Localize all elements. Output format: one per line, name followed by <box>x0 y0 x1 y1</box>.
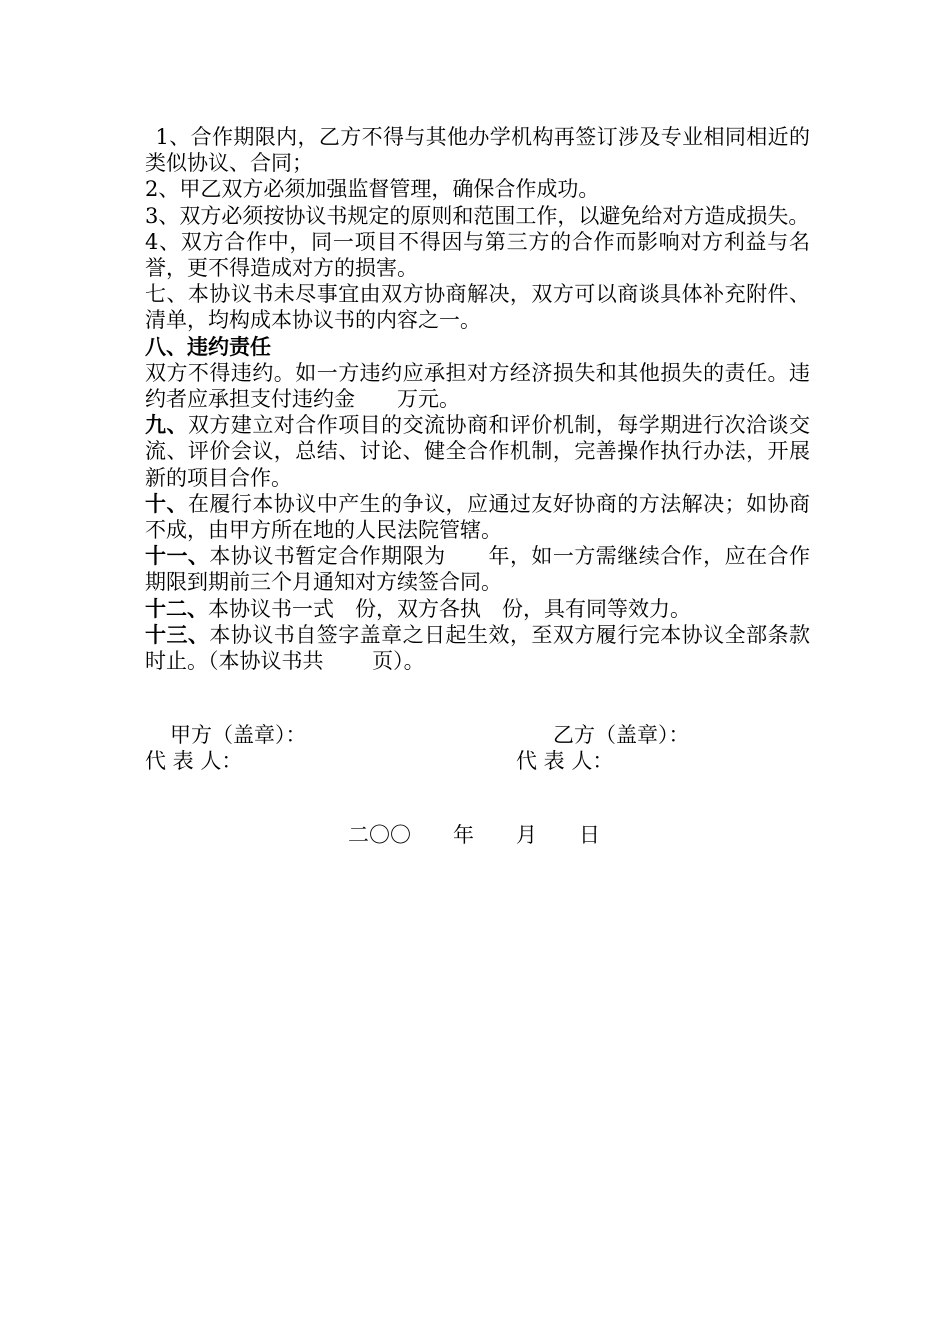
party-b-representative: 代 表 人： <box>516 749 614 773</box>
section-10-label: 十、 <box>145 490 188 516</box>
party-a-seal: 甲方（盖章）： <box>170 723 307 747</box>
date-line: 二〇〇 年 月 日 <box>348 823 600 847</box>
section-12-label: 十二、 <box>145 595 208 621</box>
party-b-seal: 乙方（盖章）： <box>553 723 690 747</box>
section-8-text: 双方不得违约。如一方违约应承担对方经济损失和其他损失的责任。违约者应承担支付违约金 万元。 <box>145 360 810 412</box>
section-9 <box>145 412 810 491</box>
section-13-label: 十三、 <box>145 621 210 647</box>
section-11 <box>145 543 810 595</box>
section-10 <box>145 491 810 543</box>
clause-1: 1、合作期限内，乙方不得与其他办学机构再签订涉及专业相同相近的类似协议、合同； <box>145 125 810 176</box>
clause-7: 七、本协议书未尽事宜由双方协商解决，双方可以商谈具体补充附件、清单，均构成本协议书的内容之一。 <box>145 282 810 333</box>
section-11-label: 十一、 <box>145 543 210 569</box>
clause-3: 3、双方必须按协议书规定的原则和范围工作，以避免给对方造成损失。 <box>145 203 810 228</box>
section-12 <box>145 596 810 622</box>
section-11-text: 本协议书暂定合作期限为 年，如一方需继续合作，应在合作期限到期前三个月通知对方续签合同。 <box>145 544 811 595</box>
section-13 <box>145 622 810 674</box>
section-13-text: 本协议书自签字盖章之日起生效，至双方履行完本协议全部条款时止。（本协议书共 页）。 <box>145 622 811 674</box>
section-10-text: 在履行本协议中产生的争议，应通过友好协商的方法解决；如协商不成，由甲方所在地的人民法院管辖。 <box>145 491 811 543</box>
section-8-heading: 八、违约责任 <box>145 333 271 359</box>
clause-2: 2、甲乙双方必须加强监督管理，确保合作成功。 <box>145 177 600 202</box>
agreement-body <box>145 124 810 674</box>
party-a-representative: 代 表 人： <box>145 749 243 773</box>
section-9-text: 双方建立对合作项目的交流协商和评价机制，每学期进行次洽谈交流、评价会议，总结、讨论、健全合作机制，完善操作执行办法，开展新的项目合作。 <box>145 413 811 490</box>
section-12-text: 本协议书一式 份，双方各执 份，具有同等效力。 <box>208 596 691 621</box>
section-9-label: 九、 <box>145 412 188 438</box>
clause-4: 4、双方合作中，同一项目不得因与第三方的合作而影响对方利益与名誉，更不得造成对方的损害。 <box>145 229 810 281</box>
